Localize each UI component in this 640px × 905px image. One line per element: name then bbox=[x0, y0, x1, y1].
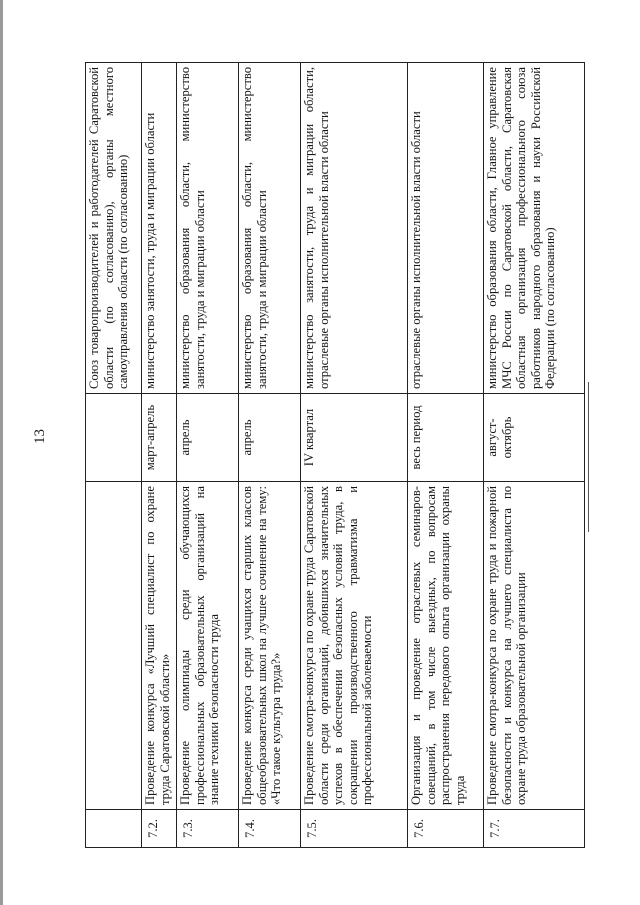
event-cell: Проведение смотра-конкурса по охране труда и пожарной безопасности и конкурса на лучшего специалиста по охране труда образовательной организации bbox=[484, 482, 585, 810]
event-cell: Организация и проведение отраслевых семинаров-совещаний, в том числе выездных, по вопросам распространения передового опыта организации охраны труда bbox=[408, 482, 484, 810]
table-row bbox=[301, 63, 408, 848]
scan-left-edge bbox=[0, 0, 3, 905]
row-number: 7.5. bbox=[301, 810, 408, 848]
event-cell: Проведение смотра-конкурса по охране труда Саратовской области среди организаций, добившихся значительных успехов в обеспечении безопасных условий труда, в сокращении производственного травматизма и профессиональной заболеваемости bbox=[301, 482, 408, 810]
event-cell: Проведение олимпиады среди обучающихся профессиональных образовательных организаций на знание техники безопасности труда bbox=[177, 482, 239, 810]
footer-rule bbox=[588, 382, 589, 532]
responsible-cell: министерство образования области, министерство занятости, труда и миграции области bbox=[177, 63, 239, 394]
table-row bbox=[142, 63, 177, 848]
responsible-cell: министерство образования области, Главное управление МЧС России по Саратовской области, Саратовская областная организация профессионального союза работников народного образования и науки Российской Федерации (по согласованию) bbox=[484, 63, 585, 394]
rotated-page-content bbox=[85, 63, 584, 848]
row-number: 7.4. bbox=[239, 810, 301, 848]
responsible-cell: министерство занятости, труда и миграции области bbox=[142, 63, 177, 394]
event-cell: Проведение конкурса среди учащихся старших классов общеобразовательных школ на лучшее сочинение на тему: «Что такое культура труда?» bbox=[239, 482, 301, 810]
row-number: 7.3. bbox=[177, 810, 239, 848]
row-number: 7.7. bbox=[484, 810, 585, 848]
responsible-cell: Союз товаропроизводителей и работодателей Саратовской области (по согласованию), органы местного самоуправления области (по согласованию) bbox=[86, 63, 142, 394]
period-cell: IV квартал bbox=[301, 394, 408, 482]
period-cell: апрель bbox=[239, 394, 301, 482]
period-cell: март-апрель bbox=[142, 394, 177, 482]
table-row bbox=[408, 63, 484, 848]
table-row bbox=[177, 63, 239, 848]
row-number: 7.2. bbox=[142, 810, 177, 848]
event-cell: Проведение конкурса «Лучший специалист по охране труда Саратовской области» bbox=[142, 482, 177, 810]
period-cell: август-октябрь bbox=[484, 394, 585, 482]
page-number: 13 bbox=[32, 429, 48, 444]
row-number: 7.6. bbox=[408, 810, 484, 848]
period-cell: весь период bbox=[408, 394, 484, 482]
period-cell: апрель bbox=[177, 394, 239, 482]
table-row-continued bbox=[86, 63, 142, 848]
period-cell bbox=[86, 394, 142, 482]
responsible-cell: министерство образования области, министерство занятости, труда и миграции области bbox=[239, 63, 301, 394]
row-number bbox=[86, 810, 142, 848]
table-row bbox=[484, 63, 585, 848]
event-cell bbox=[86, 482, 142, 810]
events-table bbox=[85, 62, 585, 848]
table-row bbox=[239, 63, 301, 848]
responsible-cell: отраслевые органы исполнительной власти области bbox=[408, 63, 484, 394]
responsible-cell: министерство занятости, труда и миграции области, отраслевые органы исполнительной власти области bbox=[301, 63, 408, 394]
